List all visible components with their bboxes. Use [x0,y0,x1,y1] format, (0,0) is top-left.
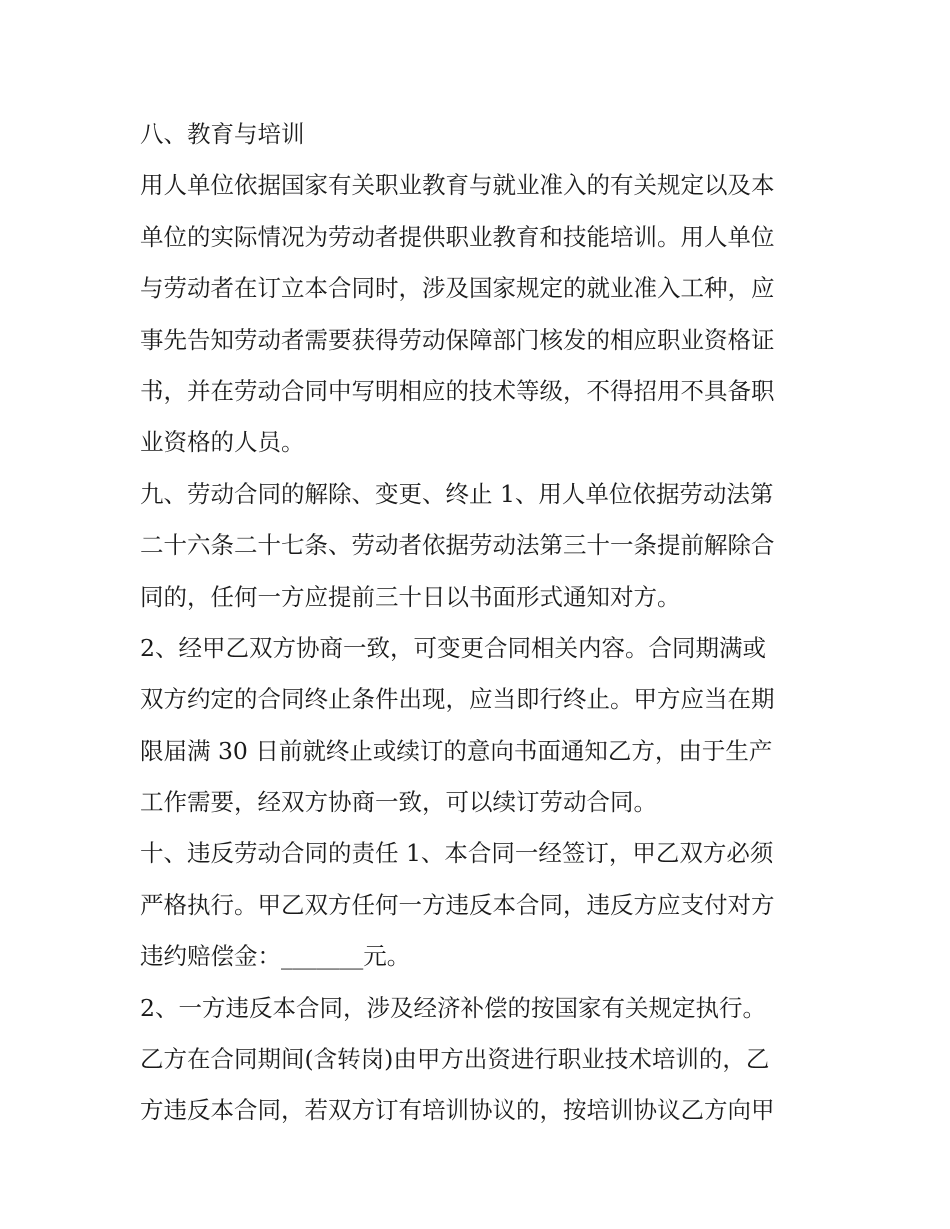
text-line: 2、一方违反本合同，涉及经济补偿的按国家有关规定执行。 [140,993,766,1022]
text-line: 违约赔偿金：_______元。 [140,942,411,971]
text-line: 事先告知劳动者需要获得劳动保障部门核发的相应职业资格证 [140,325,775,354]
text-line: 单位的实际情况为劳动者提供职业教育和技能培训。用人单位 [140,222,775,251]
text-line: 二十六条二十七条、劳动者依据劳动法第三十一条提前解除合 [140,531,775,560]
section-heading-education: 八、教育与培训 [140,120,305,148]
text-line: 与劳动者在订立本合同时，涉及国家规定的就业准入工种，应 [140,274,775,303]
text-line: 同的，任何一方应提前三十日以书面形式通知对方。 [140,582,681,611]
text-line: 工作需要，经双方协商一致，可以续订劳动合同。 [140,788,657,817]
text-line: 2、经甲乙双方协商一致，可变更合同相关内容。合同期满或 [140,633,766,662]
text-line: 业资格的人员。 [140,428,305,457]
text-line: 用人单位依据国家有关职业教育与就业准入的有关规定以及本 [140,171,775,200]
contract-text-body [140,109,830,1137]
text-line: 乙方在合同期间(含转岗)由甲方出资进行职业技术培训的，乙 [140,1045,770,1074]
text-line: 方违反本合同，若双方订有培训协议的，按培训协议乙方向甲 [140,1096,775,1125]
section-heading-termination: 九、劳动合同的解除、变更、终止 1、用人单位依据劳动法第 [140,479,774,508]
text-line: 书，并在劳动合同中写明相应的技术等级，不得招用不具备职 [140,376,775,405]
text-line: 严格执行。甲乙双方任何一方违反本合同，违反方应支付对方 [140,890,775,919]
section-heading-liability: 十、违反劳动合同的责任 1、本合同一经签订，甲乙双方必须 [140,839,774,868]
text-line: 双方约定的合同终止条件出现，应当即行终止。甲方应当在期 [140,685,775,714]
text-line: 限届满 30 日前就终止或续订的意向书面通知乙方，由于生产 [140,736,773,765]
